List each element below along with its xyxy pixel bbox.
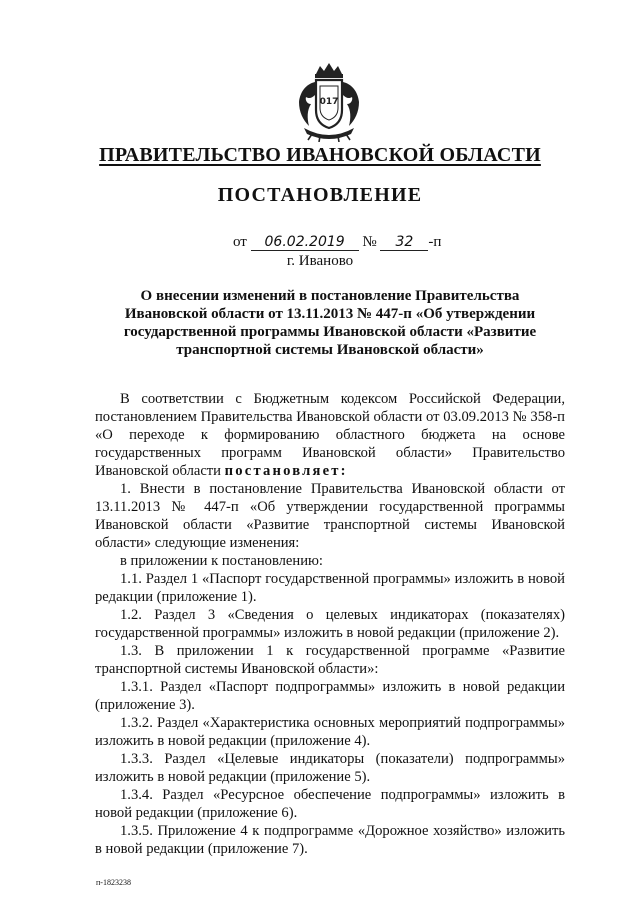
resolves-word: постановляет: xyxy=(224,463,348,479)
paragraph-1-3-2: 1.3.2. Раздел «Характеристика основных мероприятий подпрограммы» изложить в новой редакции (приложение 4). xyxy=(95,715,565,749)
paragraph-annex: в приложении к постановлению: xyxy=(120,553,323,569)
coat-of-arms-icon xyxy=(294,60,364,142)
paragraph-1-2: 1.2. Раздел 3 «Сведения о целевых индикаторах (показателях) государственной программы» изложить в новой редакции (приложение 2). xyxy=(95,607,565,641)
city: г. Иваново xyxy=(286,253,354,269)
svg-text:017: 017 xyxy=(319,97,339,107)
document-title: О внесении изменений в постановление Правительства Ивановской области от 13.11.2013 № 447-п «Об утверждении государственной программы Ивановской области «Развитие транспортной системы Ивановской области» xyxy=(123,288,537,358)
date-prefix: от xyxy=(233,234,247,250)
paragraph-1-1: 1.1. Раздел 1 «Паспорт государственной программы» изложить в новой редакции (приложение 1). xyxy=(95,571,565,605)
paragraph-1-3-4: 1.3.4. Раздел «Ресурсное обеспечение подпрограммы» изложить в новой редакции (приложение 6). xyxy=(95,787,565,821)
number-value: 32 xyxy=(380,235,428,251)
paragraph-1: 1. Внести в постановление Правительства Ивановской области от 13.11.2013 № 447-п «Об утверждении государственной программы Ивановской области «Развитие транспортной системы Ивановской области» следующие изменения: xyxy=(95,481,565,551)
paragraph-1-3-5: 1.3.5. Приложение 4 к подпрограмме «Дорожное хозяйство» изложить в новой редакции (приложение 7). xyxy=(95,823,565,857)
intro-text: В соответствии с Бюджетным кодексом Российской Федерации, постановлением Правительства Ивановской области от 03.09.2013 № 358-п «О переходе к формированию областного бюджета на основе государственных программ Ивановской области» Правительство Ивановской области xyxy=(95,391,565,479)
paragraph-1-3-1: 1.3.1. Раздел «Паспорт подпрограммы» изложить в новой редакции (приложение 3). xyxy=(95,679,565,713)
document-code: п-1823238 xyxy=(96,878,131,887)
intro-paragraph xyxy=(95,390,565,480)
document-type: ПОСТАНОВЛЕНИЕ xyxy=(217,184,423,206)
document-body xyxy=(95,390,565,858)
date-number-line xyxy=(233,234,441,251)
paragraph-1-3: 1.3. В приложении 1 к государственной программе «Развитие транспортной системы Ивановской области»: xyxy=(95,643,565,677)
date-value: 06.02.2019 xyxy=(251,235,359,251)
number-prefix: № xyxy=(362,234,377,250)
organization-name: ПРАВИТЕЛЬСТВО ИВАНОВСКОЙ ОБЛАСТИ xyxy=(99,144,541,166)
number-suffix: -п xyxy=(428,234,442,250)
paragraph-1-3-3: 1.3.3. Раздел «Целевые индикаторы (показатели) подпрограммы» изложить в новой редакции (приложение 5). xyxy=(95,751,565,785)
